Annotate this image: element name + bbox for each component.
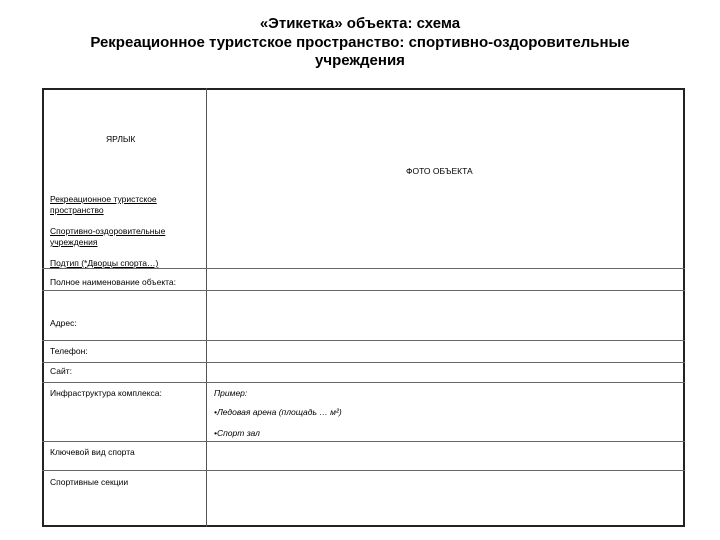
infrastructure-example-heading: Пример:	[214, 388, 248, 398]
infrastructure-label: Инфраструктура комплекса:	[50, 388, 162, 398]
row-divider	[42, 441, 685, 442]
link-sports-institutions[interactable]: Спортивно-оздоровительные учреждения	[50, 226, 166, 247]
column-divider	[206, 88, 207, 527]
row-divider	[42, 290, 685, 291]
row-divider	[42, 470, 685, 471]
full-name-label: Полное наименование объекта:	[50, 277, 177, 287]
site-label: Сайт:	[50, 366, 72, 376]
page-title: «Этикетка» объекта: схема	[259, 15, 461, 32]
infrastructure-example-item: •Ледовая арена (площадь … м²)	[214, 407, 342, 417]
address-label: Адрес:	[50, 318, 77, 328]
row-divider	[42, 340, 685, 341]
row-divider	[42, 362, 685, 363]
page-subtitle: Рекреационное туристское пространство: спортивно-оздоровительные учреждения	[90, 34, 630, 69]
photo-placeholder-label: ФОТО ОБЪЕКТА	[406, 166, 473, 176]
link-subtype[interactable]: Подтип (*Дворцы спорта…)	[50, 258, 159, 268]
sport-sections-label: Спортивные секции	[50, 477, 129, 487]
phone-label: Телефон:	[50, 346, 88, 356]
label-tag: ЯРЛЫК	[106, 134, 136, 144]
page-header	[0, 14, 720, 70]
infrastructure-example-item: •Спорт зал	[214, 428, 260, 438]
key-sport-label: Ключевой вид спорта	[50, 447, 135, 457]
object-card-frame	[42, 88, 685, 527]
row-divider	[42, 382, 685, 383]
link-recreational-space[interactable]: Рекреационное туристское пространство	[50, 194, 157, 215]
